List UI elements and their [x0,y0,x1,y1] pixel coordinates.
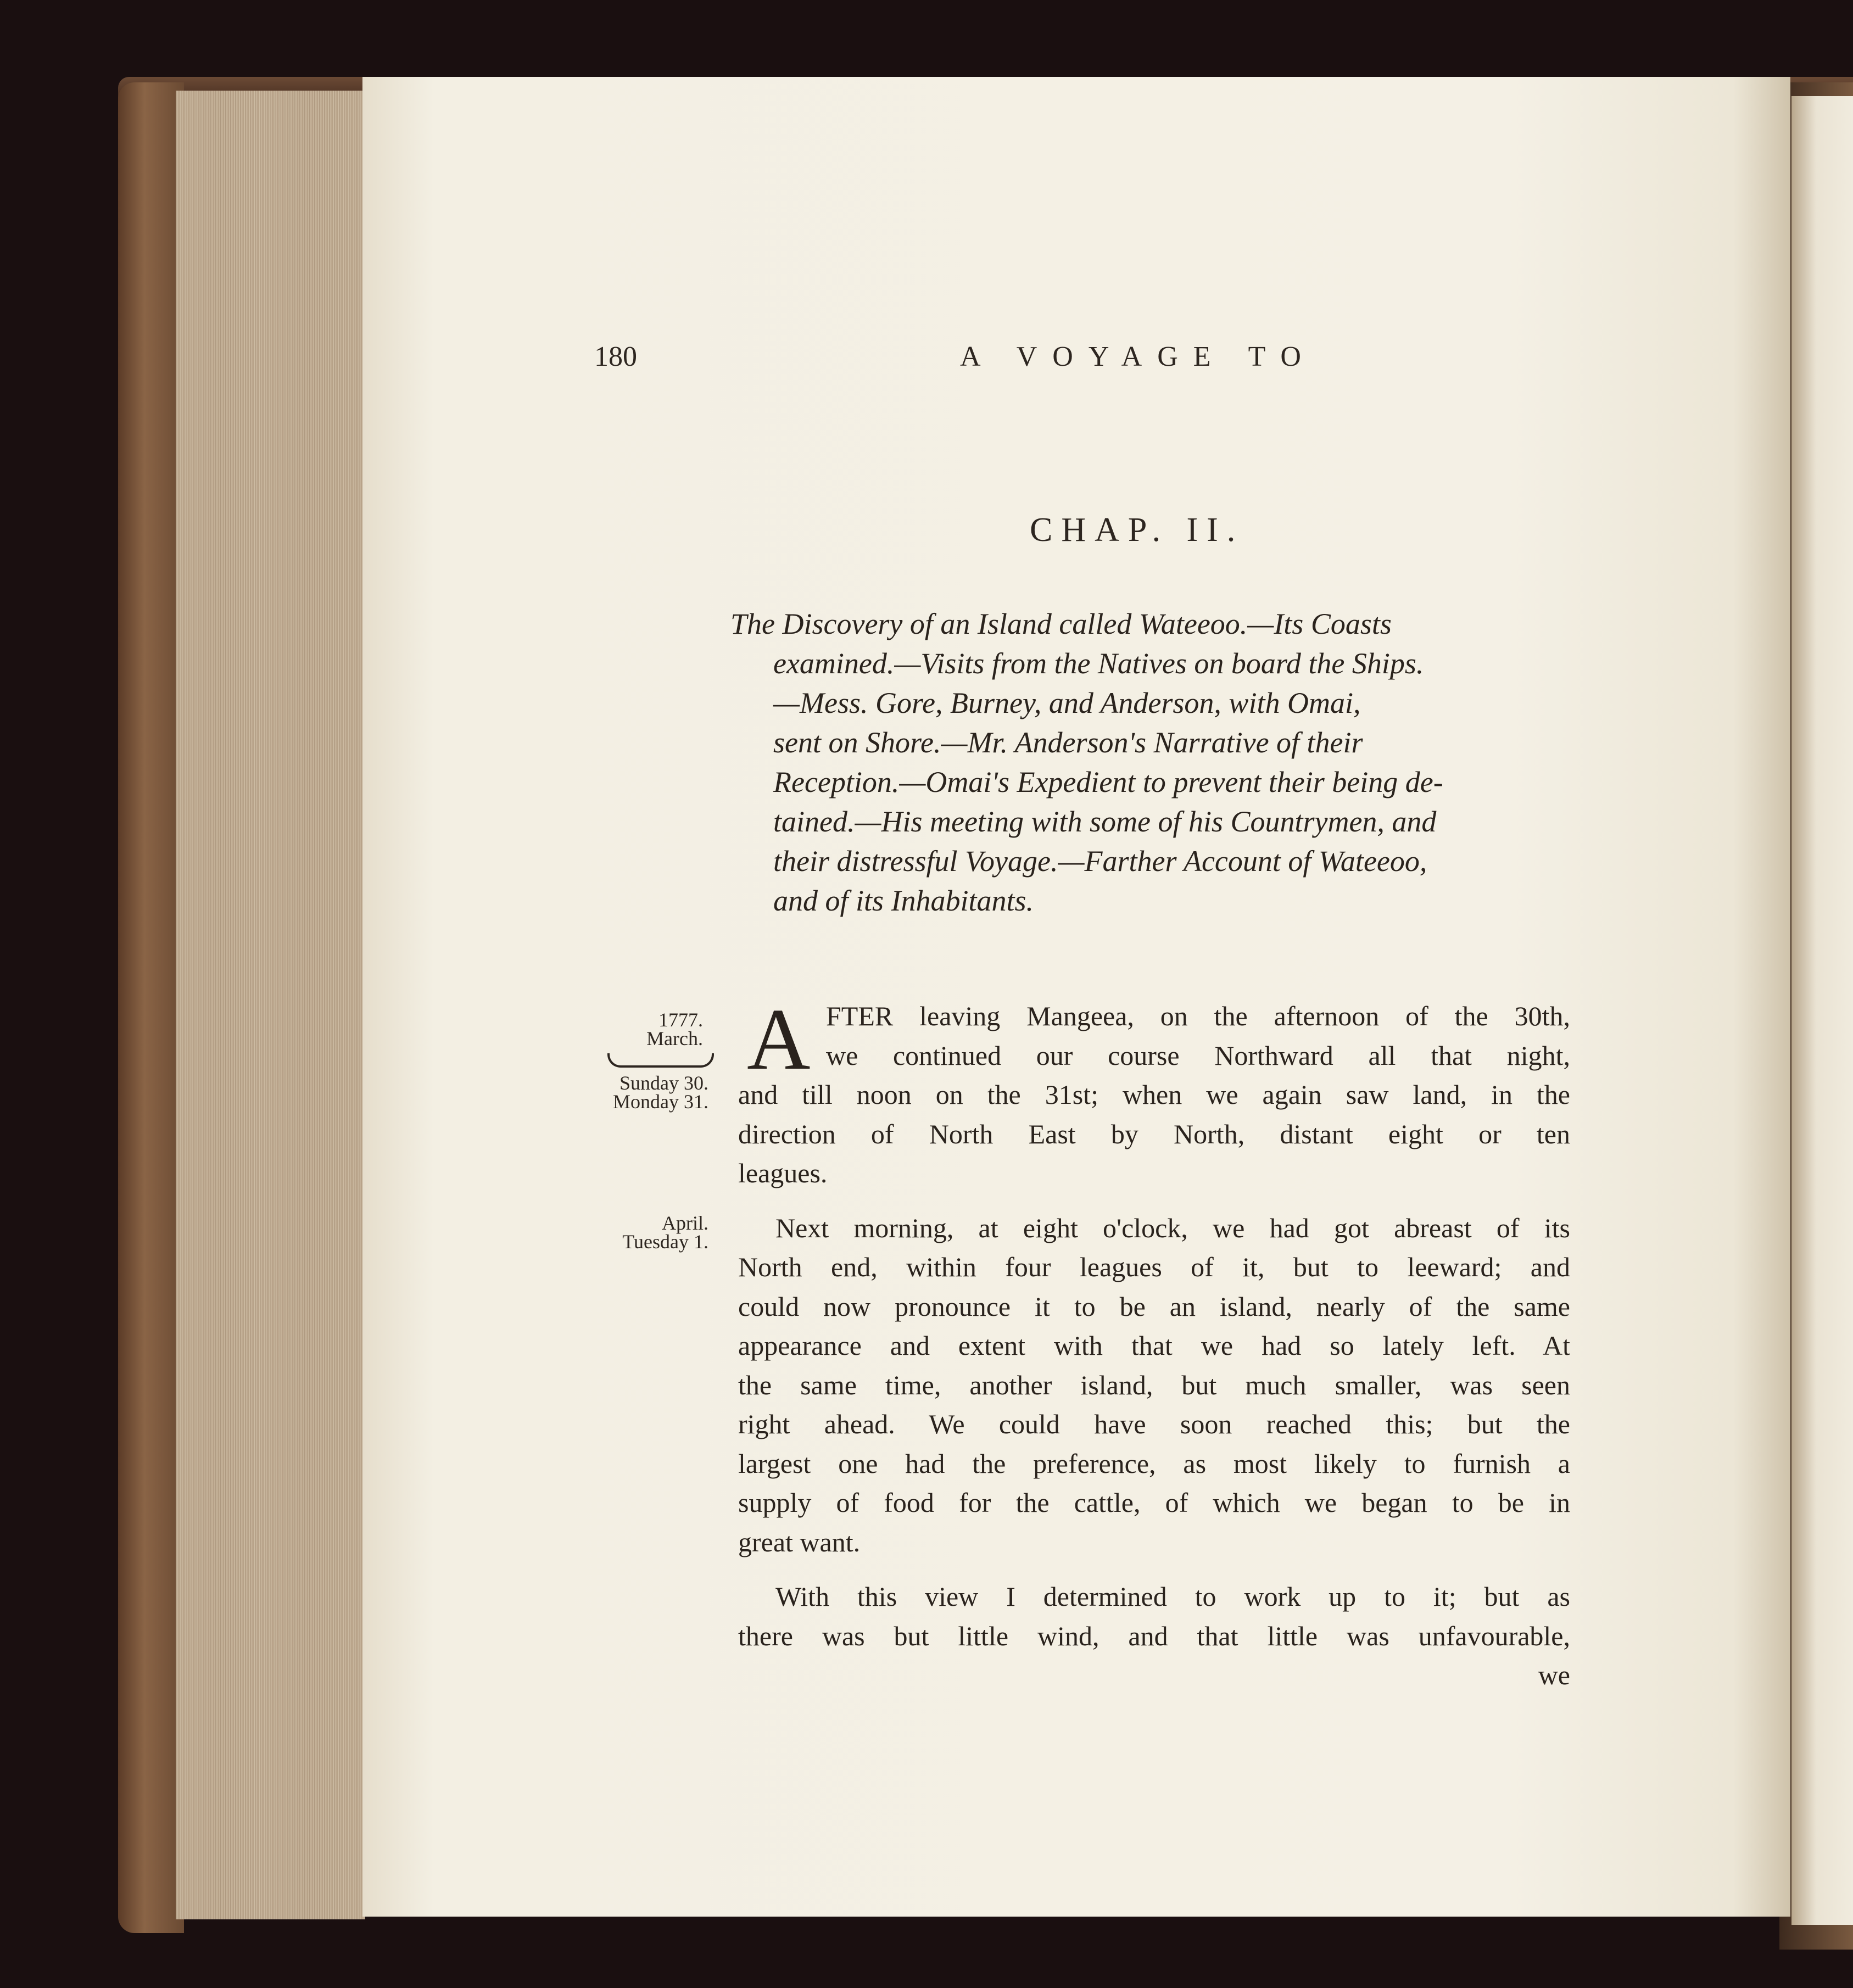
summary-line: The Discovery of an Island called Wateeoo.—Its Coasts [730,607,1392,640]
margin-days [599,1074,708,1111]
summary-line: and of its Inhabitants. [773,884,1034,917]
text-line: supply of food for the cattle, of which we began to be in [738,1487,1570,1518]
text-line: leagues. [738,1158,828,1188]
text-line: largest one had the preference, as most likely to furnish a [738,1448,1570,1479]
text-line: the same time, another island, but much smaller, was seen [738,1369,1570,1400]
summary-line: examined.—Visits from the Natives on board the Ships. [773,647,1424,680]
text-line: North end, within four leagues of it, but to leeward; and [738,1252,1570,1282]
summary-line: —Mess. Gore, Burney, and Anderson, with Omai, [773,686,1361,719]
page-edges [176,91,365,1919]
text-line: great want. [738,1526,861,1557]
page-number: 180 [594,341,637,372]
text-line: could now pronounce it to be an island, nearly of the same [738,1291,1570,1322]
drop-cap: A [747,990,811,1088]
text-line: appearance and extent with that we had so lately left. At [738,1330,1570,1361]
text-line: With this view I determined to work up to it; but as [775,1581,1570,1612]
text-line: there was but little wind, and that little was unfavourable, [738,1620,1570,1651]
margin-date-april [599,1214,708,1251]
text-line: we continued our course Northward all that night, [826,1040,1570,1071]
chapter-summary [730,604,1565,920]
margin-brace [607,1053,714,1068]
text-line: Next morning, at eight o'clock, we had got abreast of its [775,1212,1570,1243]
margin-month: April. [662,1212,708,1234]
text-line: direction of North East by North, distant eight or ten [738,1118,1570,1149]
margin-date-march [593,1010,703,1048]
summary-line: their distressful Voyage.—Farther Account of Wateeoo, [773,845,1427,878]
margin-year: 1777. [658,1009,703,1031]
body-text [738,990,1570,1695]
margin-day: Monday 31. [613,1091,708,1113]
running-title: A VOYAGE TO [960,341,1316,372]
text-line: and till noon on the 31st; when we again saw land, in the [738,1079,1570,1110]
summary-line: Reception.—Omai's Expedient to prevent their being de- [773,766,1443,798]
margin-day: Sunday 30. [619,1072,708,1094]
catchword: we [1538,1660,1570,1690]
text-line: FTER leaving Mangeea, on the afternoon of the 30th, [826,1001,1570,1031]
summary-line: tained.—His meeting with some of his Countrymen, and [773,805,1437,838]
margin-day: Tuesday 1. [622,1231,708,1253]
text-line: right ahead. We could have soon reached this; but the [738,1409,1570,1439]
chapter-heading: CHAP. II. [1030,511,1244,549]
summary-line: sent on Shore.—Mr. Anderson's Narrative of their [773,726,1363,759]
facing-page-edge [1791,96,1853,1925]
margin-month: March. [646,1027,703,1049]
book-cover-spine [118,82,184,1933]
